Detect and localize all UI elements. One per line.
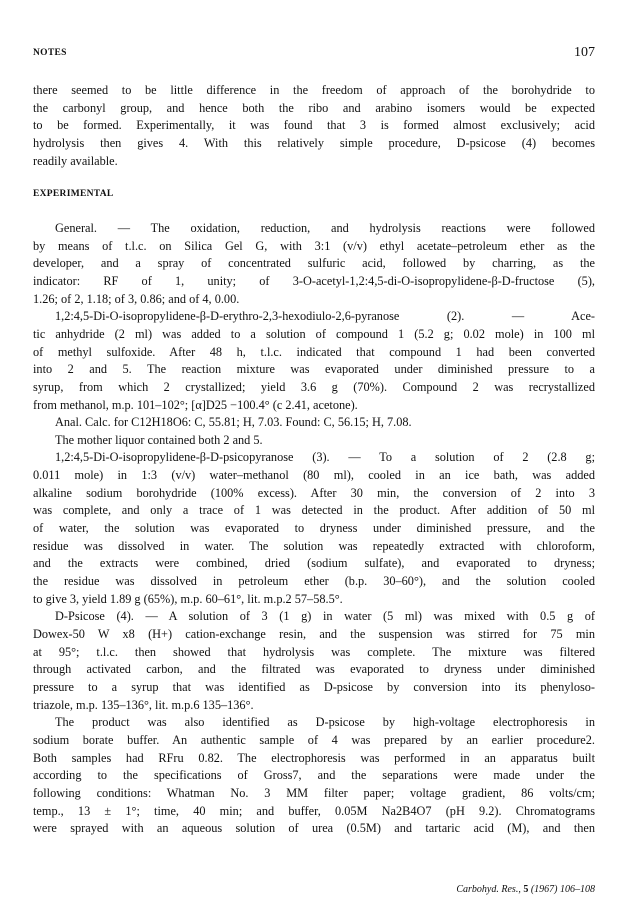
general-paragraph — [33, 220, 595, 308]
text-line: residue was dissolved in water. The solution was repeatedly extracted with chloroform, — [33, 538, 595, 553]
text-line: at 95°; t.l.c. then showed that hydrolysis was complete. The mixture was filtered — [33, 644, 595, 659]
text-line: the carbonyl group, and hence both the ribo and arabino isomers would be expected — [33, 100, 595, 115]
psicose-paragraph — [33, 608, 595, 714]
journal-name: Carbohyd. Res., — [456, 884, 521, 895]
text-line: there seemed to be little difference in the freedom of approach of the borohydride to — [33, 83, 595, 97]
text-line: developer, and a spray of concentrated sulfuric acid, followed by charring, as the — [33, 256, 595, 271]
text-line: General. — The oxidation, reduction, and hydrolysis reactions were followed — [55, 220, 595, 235]
text-line: of methyl sulfoxide. After 48 h, t.l.c. indicated that compound 1 had been converted — [33, 344, 595, 359]
text-line: D-Psicose (4). — A solution of 3 (1 g) in water (5 ml) was mixed with 0.5 g of — [55, 609, 595, 624]
text-line: from methanol, m.p. 101–102°; [α]D25 −100.4° (c 2.41, acetone). — [33, 397, 358, 412]
product-paragraph — [33, 714, 595, 838]
text-line: through activated carbon, and the filtrated was evaporated to dryness under diminished — [33, 662, 595, 677]
text-line: sodium borate buffer. An authentic sample of 4 was prepared by an earlier procedure2. — [33, 732, 595, 747]
page-header — [33, 46, 595, 62]
text-line: Both samples had RFru 0.82. The electrophoresis was performed in an apparatus built — [33, 750, 595, 765]
section-heading: EXPERIMENTAL — [33, 189, 114, 200]
text-line: 1,2:4,5-Di-O-isopropylidene-β-D-erythro-2,3-hexodiulo-2,6-pyranose (2). — Ace- — [55, 309, 595, 324]
page-number: 107 — [574, 45, 595, 60]
text-line: indicator: RF of 1, unity; of 3-O-acetyl-1,2:4,5-di-O-isopropylidene-β-D-fructose (5), — [33, 273, 595, 288]
text-line: temp., 13 ± 1°; time, 40 min; and buffer, 0.05M Na2B4O7 (pH 9.2). Chromatograms — [33, 803, 595, 818]
text-line: alkaline sodium borohydride (100% excess). After 30 min, the conversion of 2 into 3 — [33, 485, 595, 500]
intro-paragraph — [33, 82, 595, 170]
running-head: NOTES — [33, 48, 67, 58]
text-line: readily available. — [33, 153, 118, 168]
text-line: the residue was dissolved in petroleum ether (b.p. 30–60°), and the solution cooled — [33, 574, 595, 589]
text-line: following conditions: Whatman No. 3 MM filter paper; voltage gradient, 86 volts/cm; — [33, 785, 595, 800]
text-line: triazole, m.p. 135–136°, lit. m.p.6 135–136°. — [33, 697, 254, 712]
text-line: Dowex-50 W x8 (H+) cation-exchange resin, and the suspension was stirred for 75 min — [33, 627, 595, 642]
text-line: were sprayed with an aqueous solution of urea (0.5M) and tartaric acid (M), and then — [33, 821, 595, 836]
text-line: and the extracts were combined, dried (sodium sulfate), and evaporated to dryness; — [33, 556, 595, 571]
text-line: to be formed. Experimentally, it was found that 3 is formed almost exclusively; acid — [33, 118, 595, 133]
text-line: was complete, and only a trace of 1 was detected in the product. After addition of 50 ml — [33, 503, 595, 518]
text-line: hydrolysis then gives 4. With this relatively simple procedure, D-psicose (4) becomes — [33, 135, 595, 150]
text-line: syrup, from which 2 crystallized; yield 3.6 g (70%). Compound 2 was recrystallized — [33, 379, 595, 394]
text-line: by means of t.l.c. on Silica Gel G, with 3:1 (v/v) ethyl acetate–petroleum ether as the — [33, 238, 595, 253]
text-line: according to the specifications of Gross7, and the separations were made under the — [33, 768, 595, 783]
compound-3-paragraph — [33, 449, 595, 608]
analysis-line: Anal. Calc. for C12H18O6: C, 55.81; H, 7.03. Found: C, 56.15; H, 7.08. — [55, 415, 412, 430]
text-line: pressure to a syrup that was identified as D-psicose by conversion into its phenyloso- — [33, 680, 595, 694]
text-line: of water, the solution was evaporated to dryness under diminished pressure, and the — [33, 521, 595, 536]
text-line: into 2 and 5. The reaction mixture was evaporated under diminished pressure to a — [33, 362, 595, 377]
text-line: to give 3, yield 1.89 g (65%), m.p. 60–61°, lit. m.p.2 57–58.5°. — [33, 591, 343, 606]
article-body — [33, 82, 595, 838]
text-line: tic anhydride (2 ml) was added to a solution of compound 1 (5.2 g; 0.02 mole) in 100 ml — [33, 326, 595, 341]
text-line: The product was also identified as D-psicose by high-voltage electrophoresis in — [55, 715, 595, 730]
compound-2-paragraph — [33, 308, 595, 414]
mother-liquor-line: The mother liquor contained both 2 and 5. — [55, 432, 263, 447]
text-line: 1,2:4,5-Di-O-isopropylidene-β-D-psicopyranose (3). — To a solution of 2 (2.8 g; — [55, 450, 595, 465]
journal-year-pages: (1967) 106–108 — [530, 884, 595, 895]
journal-footer — [456, 884, 595, 895]
journal-volume: 5 — [523, 884, 529, 895]
text-line: 1.26; of 2, 1.18; of 3, 0.86; and of 4, 0.00. — [33, 291, 240, 306]
text-line: 0.011 mole) in 1:3 (v/v) water–methanol (80 ml), cooled in an ice bath, was added — [33, 468, 595, 483]
